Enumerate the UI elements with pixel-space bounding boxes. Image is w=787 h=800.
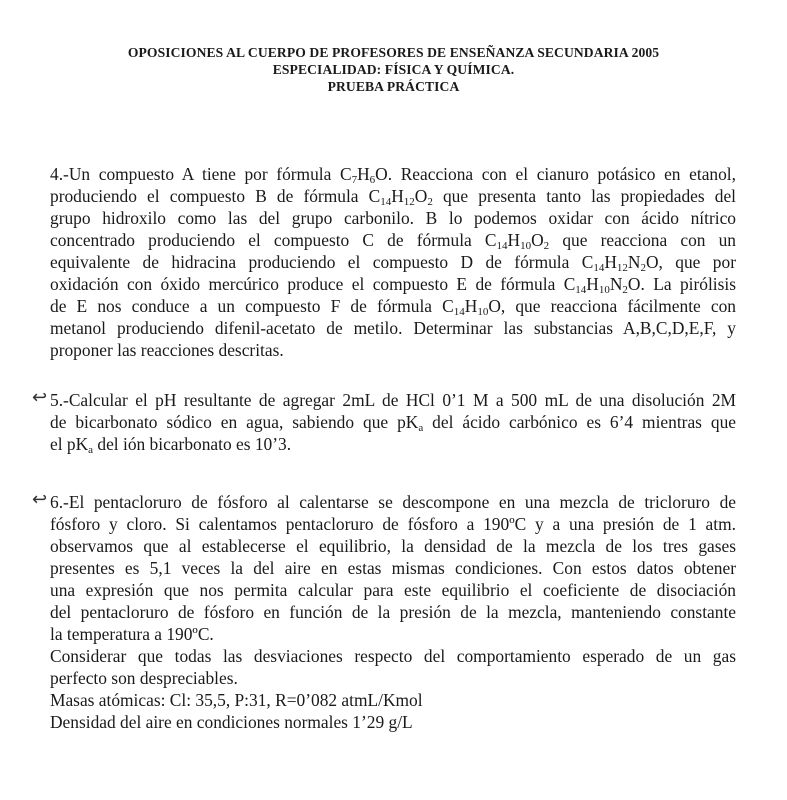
problem-6-line: Masas atómicas: Cl: 35,5, P:31, R=0’082 atmL/Kmol xyxy=(50,690,423,710)
handwritten-check-mark: ↩ xyxy=(32,387,48,407)
problem-6-line: Densidad del aire en condiciones normales 1’29 g/L xyxy=(50,712,413,732)
problem-6-line: una expresión que nos permita calcular para este equilibrio el coeficiente de disociación xyxy=(50,580,736,600)
problem-6-line: observamos que al establecerse el equilibrio, la densidad de la mezcla de los tres gases xyxy=(50,536,736,556)
problem-5-line: 5.-Calcular el pH resultante de agregar 2mL de HCl 0’1 M a 500 mL de una disolución 2M xyxy=(50,390,736,410)
exam-header xyxy=(0,44,787,95)
problem-4-line: 4.-Un compuesto A tiene por fórmula $C_7H_6O$. Reacciona con el cianuro potásico en etanol, xyxy=(50,164,736,186)
handwritten-check-mark: ↩ xyxy=(32,489,48,509)
problem-4-line: concentrado produciendo el compuesto C de fórmula $C_{14}H_{10}O_2$ que reacciona con un xyxy=(50,230,737,252)
problem-5-line: el $pK_a$ del ión bicarbonato es 10’3. xyxy=(50,434,292,456)
problem-6-line: perfecto son despreciables. xyxy=(50,668,238,688)
test-type-line: PRUEBA PRÁCTICA xyxy=(327,79,460,94)
exam-title: OPOSICIONES AL CUERPO DE PROFESORES DE ENSEÑANZA SECUNDARIA 2005 xyxy=(127,45,660,60)
problem-4-line: metanol produciendo difenil-acetato de metilo. Determinar las substancias A,B,C,D,E,F, y xyxy=(50,318,736,338)
problem-4-line: equivalente de hidracina produciendo el compuesto D de fórmula $C_{14}H_{12}N_2O$, que por xyxy=(50,252,736,274)
problem-6-line: fósforo y cloro. Si calentamos pentacloruro de fósforo a 190ºC y a una presión de 1 atm. xyxy=(50,514,736,534)
problem-4-line: proponer las reacciones descritas. xyxy=(50,340,284,360)
problem-5-line: de bicarbonato sódico en agua, sabiendo que $pK_a$ del ácido carbónico es 6’4 mientras que xyxy=(50,412,736,434)
problem-6-line: Considerar que todas las desviaciones respecto del comportamiento esperado de un gas xyxy=(50,646,736,666)
problem-6-line: presentes es 5,1 veces la del aire en estas mismas condiciones. Con estos datos obtener xyxy=(50,558,736,578)
problem-4-line: de E nos conduce a un compuesto F de fórmula $C_{14}H_{10}O$, que reacciona fácilmente con xyxy=(50,296,736,318)
problem-4-line: oxidación con óxido mercúrico produce el compuesto E de fórmula $C_{14}H_{10}N_2O$. La pirólisis xyxy=(50,274,736,296)
problem-6-line: la temperatura a 190ºC. xyxy=(50,624,214,644)
problem-4-line: produciendo el compuesto B de fórmula $C_{14}H_{12}O_2$ que presenta tanto las propiedades del xyxy=(50,186,737,208)
problem-4-line: grupo hidroxilo como las del grupo carbonilo. B lo podemos oxidar con ácido nítrico xyxy=(50,208,736,228)
problem-6-line: del pentacloruro de fósforo en función de la presión de la mezcla, manteniendo constante xyxy=(50,602,736,622)
problem-6-line: 6.-El pentacloruro de fósforo al calentarse se descompone en una mezcla de tricloruro de xyxy=(50,492,736,512)
specialty-line: ESPECIALIDAD: FÍSICA Y QUÍMICA. xyxy=(272,62,515,77)
